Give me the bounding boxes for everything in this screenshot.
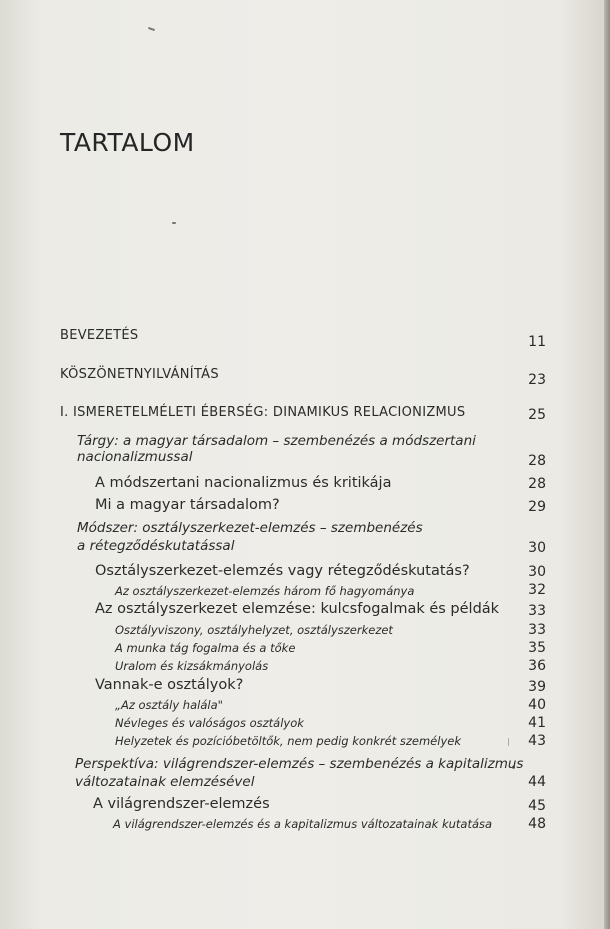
toc-entry-page: 28	[528, 453, 546, 469]
toc-entry-page: 43	[528, 733, 546, 749]
toc-entry	[0, 657, 604, 677]
toc-entry	[0, 328, 604, 350]
toc-entry	[0, 639, 604, 659]
toc-entry-title: Helyzetek és pozícióbetöltők, nem pedig konkrét személyek	[115, 734, 461, 748]
toc-entry-page: 40	[528, 697, 546, 713]
toc-entry-title: A világrendszer-elemzés és a kapitalizmus változatainak kutatása	[113, 817, 493, 831]
toc-entry-title: Az osztályszerkezet-elemzés három fő hagyománya	[115, 584, 415, 598]
toc-entry	[0, 816, 604, 836]
toc-entry-title: Vannak-e osztályok?	[95, 677, 244, 693]
toc-entry-page: 45	[528, 798, 546, 814]
toc-entry-page: 30	[528, 540, 546, 556]
toc-entry	[0, 796, 604, 818]
toc-entry	[0, 601, 604, 623]
toc-entry	[0, 475, 604, 497]
toc-entry-title: A módszertani nacionalizmus és kritikája	[95, 475, 392, 491]
toc-entry-page: 44	[528, 774, 546, 790]
toc-entry-title: Osztályviszony, osztályhelyzet, osztályszerkezet	[115, 623, 393, 637]
toc-entry-title: A munka tág fogalma és a tőke	[115, 641, 296, 655]
toc-entry-page: 33	[528, 622, 546, 638]
toc-entry-page: 33	[528, 603, 546, 619]
toc-entry-title: KÖSZÖNETNYILVÁNÍTÁS	[60, 367, 219, 382]
toc-entry	[0, 497, 604, 519]
toc-entry-title: Névleges és valóságos osztályok	[115, 716, 304, 730]
toc-entry-title: I. ISMERETELMÉLETI ÉBERSÉG: DINAMIKUS RELACIONIZMUS	[60, 405, 466, 420]
toc-entry	[0, 733, 604, 753]
book-spine-shadow	[604, 0, 610, 929]
toc-entry	[0, 583, 604, 603]
toc-entry-title: A világrendszer-elemzés	[93, 796, 270, 812]
toc-entry	[0, 520, 604, 560]
toc-entry-title-line1: Tárgy: a magyar társadalom – szembenézés a módszertani	[77, 433, 476, 449]
toc-entry	[0, 697, 604, 717]
toc-entry-title: „Az osztály halála"	[115, 698, 223, 712]
toc-entry-page: 29	[528, 499, 546, 515]
toc-entry-page: 39	[528, 679, 546, 695]
toc-entry-title: Mi a magyar társadalom?	[95, 497, 280, 513]
toc-entry-title: Osztályszerkezet-elemzés vagy rétegződéskutatás?	[95, 563, 470, 579]
toc-entry-page: 41	[528, 715, 546, 731]
toc-entry	[0, 715, 604, 735]
toc-entry-title-line1: Perspektíva: világrendszer-elemzés – szembenézés a kapitalizmus	[75, 756, 524, 772]
toc-entry-page: 32	[528, 582, 546, 598]
toc-entry-title-line2: a rétegződéskutatással	[77, 538, 235, 554]
toc-entry-page: 11	[528, 334, 546, 350]
toc-entry	[0, 756, 604, 796]
toc-entry-page: 48	[528, 816, 546, 832]
toc-entry-page: 30	[528, 564, 546, 580]
toc-entry	[0, 367, 604, 389]
toc-entry	[0, 677, 604, 699]
toc-entry-page: 25	[528, 407, 546, 423]
toc-entry-title: BEVEZETÉS	[60, 328, 139, 343]
toc-entry-page: 36	[528, 658, 546, 674]
page-title: TARTALOM	[60, 128, 195, 157]
toc-entry-page: 35	[528, 640, 546, 656]
toc-entry	[0, 621, 604, 641]
toc-entry-page: 28	[528, 476, 546, 492]
toc-entry-title-line2: változatainak elemzésével	[75, 774, 255, 790]
toc-entry	[0, 405, 604, 427]
toc-entry	[0, 433, 604, 473]
toc-entry-title-line1: Módszer: osztályszerkezet-elemzés – szembenézés	[77, 520, 423, 536]
toc-entry-title-line2: nacionalizmussal	[77, 449, 193, 465]
toc-entry-title: Az osztályszerkezet elemzése: kulcsfogalmak és példák	[95, 601, 500, 617]
toc-entry-page: 23	[528, 372, 546, 388]
toc-entry-title: Uralom és kizsákmányolás	[115, 659, 269, 673]
